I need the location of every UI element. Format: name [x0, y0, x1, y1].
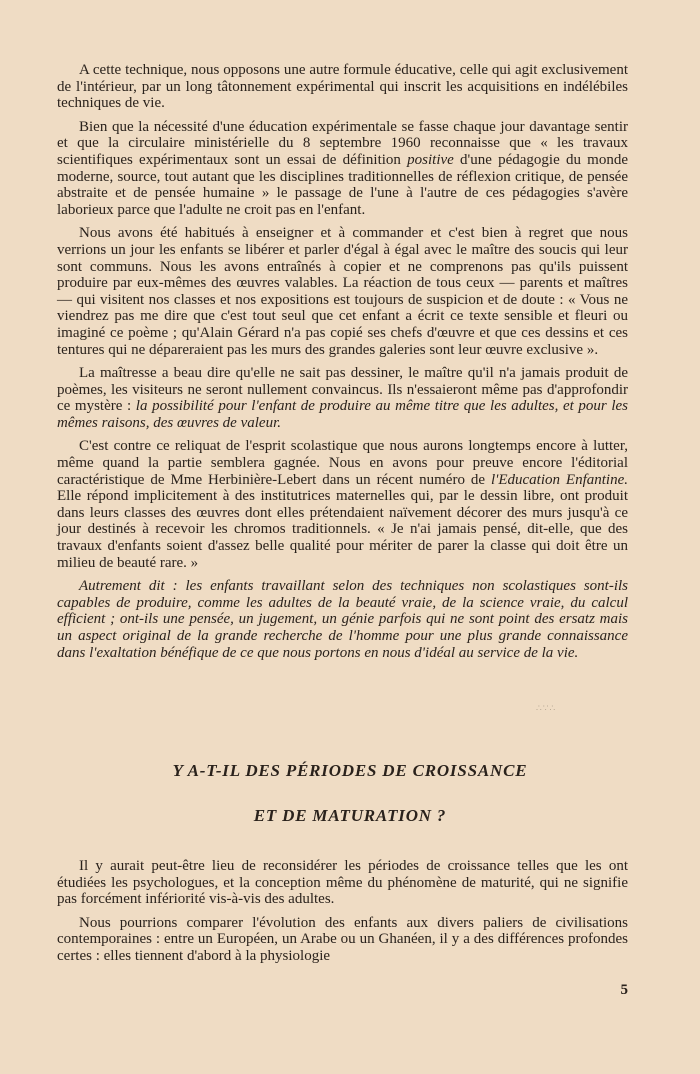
paragraph-5-text-a: C'est contre ce reliquat de l'esprit scolastique que nous aurons longtemps encore à lutter, même quand la partie semblera gagnée. Nous en avons pour preuve encore l'éditorial caractéristique de Mme Herbinière-Lebert dans un récent numéro de [57, 438, 628, 488]
paragraph-4-italic: la possibilité pour l'enfant de produire au même titre que les adultes, et pour les mêmes raisons, des œuvres de valeur. [57, 398, 629, 431]
paragraph-2-text-b: d'une pédagogie du monde moderne, source, tout autant que les disciplines traditionnelles de réflexion critique, de pensée abstraite et de pensée humaine » le passage de l'une à l'autre de ces pédagogies s'avère laborieux parce que l'adulte ne croit pas en l'enfant. [57, 151, 629, 218]
section-heading-line-1: Y A-T-IL DES PÉRIODES DE CROISSANCE [172, 761, 528, 780]
section-heading-line-2: ET DE MATURATION ? [253, 806, 447, 825]
section-body-text [57, 858, 628, 972]
section-paragraph-1: Il y aurait peut-être lieu de reconsidérer les périodes de croissance telles que les ont étudiées les psychologues, et la conception même du phénomène de maturité, qui ne signifie pas forcément infériorité vis-à-vis des adultes. [57, 858, 628, 908]
section-paragraph-2: Nous pourrions comparer l'évolution des enfants aux divers paliers de civilisations contemporaines : entre un Européen, un Arabe ou un Ghanéen, il y a des différences profondes certes : elles tiennent d'abord à la physiologie [57, 914, 628, 964]
paragraph-6: Autrement dit : les enfants travaillant selon des techniques non scolastiques sont-ils capables de produire, comme les adultes de la beauté vraie, de la science vraie, du calcul efficient ; ont-ils une pensée, un jugement, un génie parfois qui ne sont point des ersatz mais un aspect original de la grande recherche de l'homme pour une plus grande connaissance dans l'exaltation bénéfique de ce que nous portons en nous d'idéal au service de la vie. [57, 578, 628, 661]
paragraph-3: Nous avons été habitués à enseigner et à commander et c'est bien à regret que nous verrions un jour les enfants se libérer et parler d'égal à égal avec le maître des soucis qui leur sont communs. Nous les avons entraînés à copier et ne comprenons pas qu'ils puissent produire par eux-mêmes des œuvres valables. La réaction de tous ceux — parents et maîtres — qui visitent nos classes et nos expositions est toujours de suspicion et de doute : « Vous ne viendrez pas me dire que c'est tout seul que cet enfant a écrit ce texte sensible et fleuri ou imaginé ce poème ; qu'Alain Gérard n'a pas copié ses chefs d'œuvre et que ces dessins et ces tentures qui ne dépareraient pas les murs des grandes galeries sont leur œuvre exclusive ». [57, 225, 628, 358]
paragraph-1: A cette technique, nous opposons une autre formule éducative, celle qui agit exclusivement de l'intérieur, par un long tâtonnement expérimental qui inscrit les acquisitions en indélébiles techniques de vie. [57, 62, 628, 112]
paragraph-5 [57, 438, 628, 571]
print-smudge: ∴∵∴ [536, 703, 557, 713]
page-number: 5 [620, 982, 628, 998]
paragraph-4 [57, 365, 628, 431]
paragraph-5-italic: l'Education Enfantine. [490, 471, 628, 488]
paragraph-2-text-a: Bien que la nécessité d'une éducation expérimentale se fasse chaque jour davantage sentir et que la circulaire ministérielle du 8 septembre 1960 reconnaisse que « les travaux scientifiques expérimentaux sont un essai de définition [57, 118, 628, 168]
body-text [57, 62, 628, 668]
paragraph-4-text: La maîtresse a beau dire qu'elle ne sait pas dessiner, le maître qu'il n'a jamais produit de poèmes, les visiteurs ne seront nullement convaincus. Ils n'essaieront même pas d'approfondir ce mystère : [57, 365, 628, 415]
paragraph-2 [57, 119, 628, 219]
paragraph-2-italic: positive [407, 151, 454, 168]
paragraph-5-text-b: Elle répond implicitement à des institutrices maternelles qui, par le dessin libre, ont produit dans leurs classes des œuvres dont elles prétendaient naïvement décorer des murs jusqu'à ce jour destinés à recevoir les chromos traditionnels. « Je n'ai jamais pensé, dit-elle, que des travaux d'enfants soient d'assez belle qualité pour mériter de parer la classe qui doit être un milieu de beauté rare. » [57, 488, 628, 571]
